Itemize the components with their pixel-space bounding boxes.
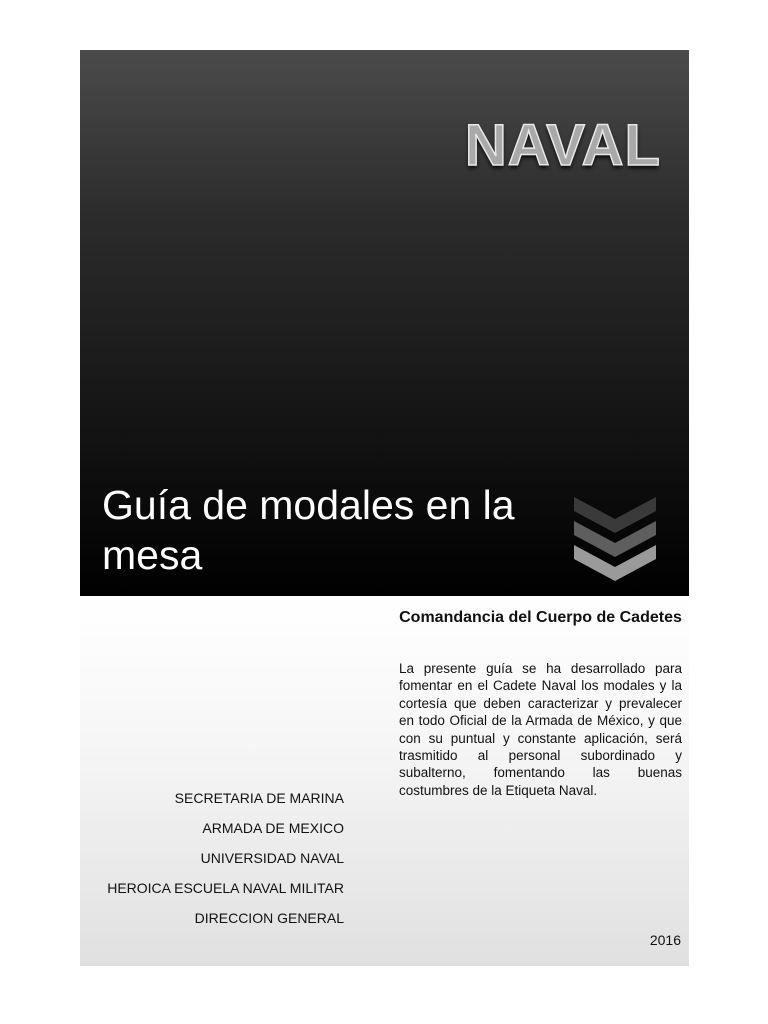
institution-list (104, 788, 344, 938)
document-title: Guía de modales en la mesa (102, 482, 515, 578)
section-heading: Comandancia del Cuerpo de Cadetes (399, 609, 682, 626)
institution-item: ARMADA DE MEXICO (202, 820, 344, 836)
institution-item: SECRETARIA DE MARINA (174, 790, 344, 806)
cover-header-panel (80, 50, 689, 596)
institution-item: HEROICA ESCUELA NAVAL MILITAR (107, 880, 344, 896)
institution-item: DIRECCION GENERAL (194, 910, 344, 926)
intro-paragraph: La presente guía se ha desarrollado para fomentar en el Cadete Naval los modales y la cortesía que deben caracterizar y prevalecer en todo Oficial de la Armada de México, y que con su puntual y constante aplicación, será trasmitido al personal subordinado y subalterno, fomentando las buenas costumbres de la Etiqueta Naval. (399, 661, 682, 798)
document-cover-page (80, 50, 689, 966)
chevron-top (574, 497, 656, 533)
triple-chevron-icon (574, 497, 656, 581)
brand-wordmark: NAVAL (464, 113, 661, 178)
institution-item: UNIVERSIDAD NAVAL (200, 850, 344, 866)
publication-year: 2016 (649, 932, 681, 948)
cover-body-panel (80, 596, 689, 966)
